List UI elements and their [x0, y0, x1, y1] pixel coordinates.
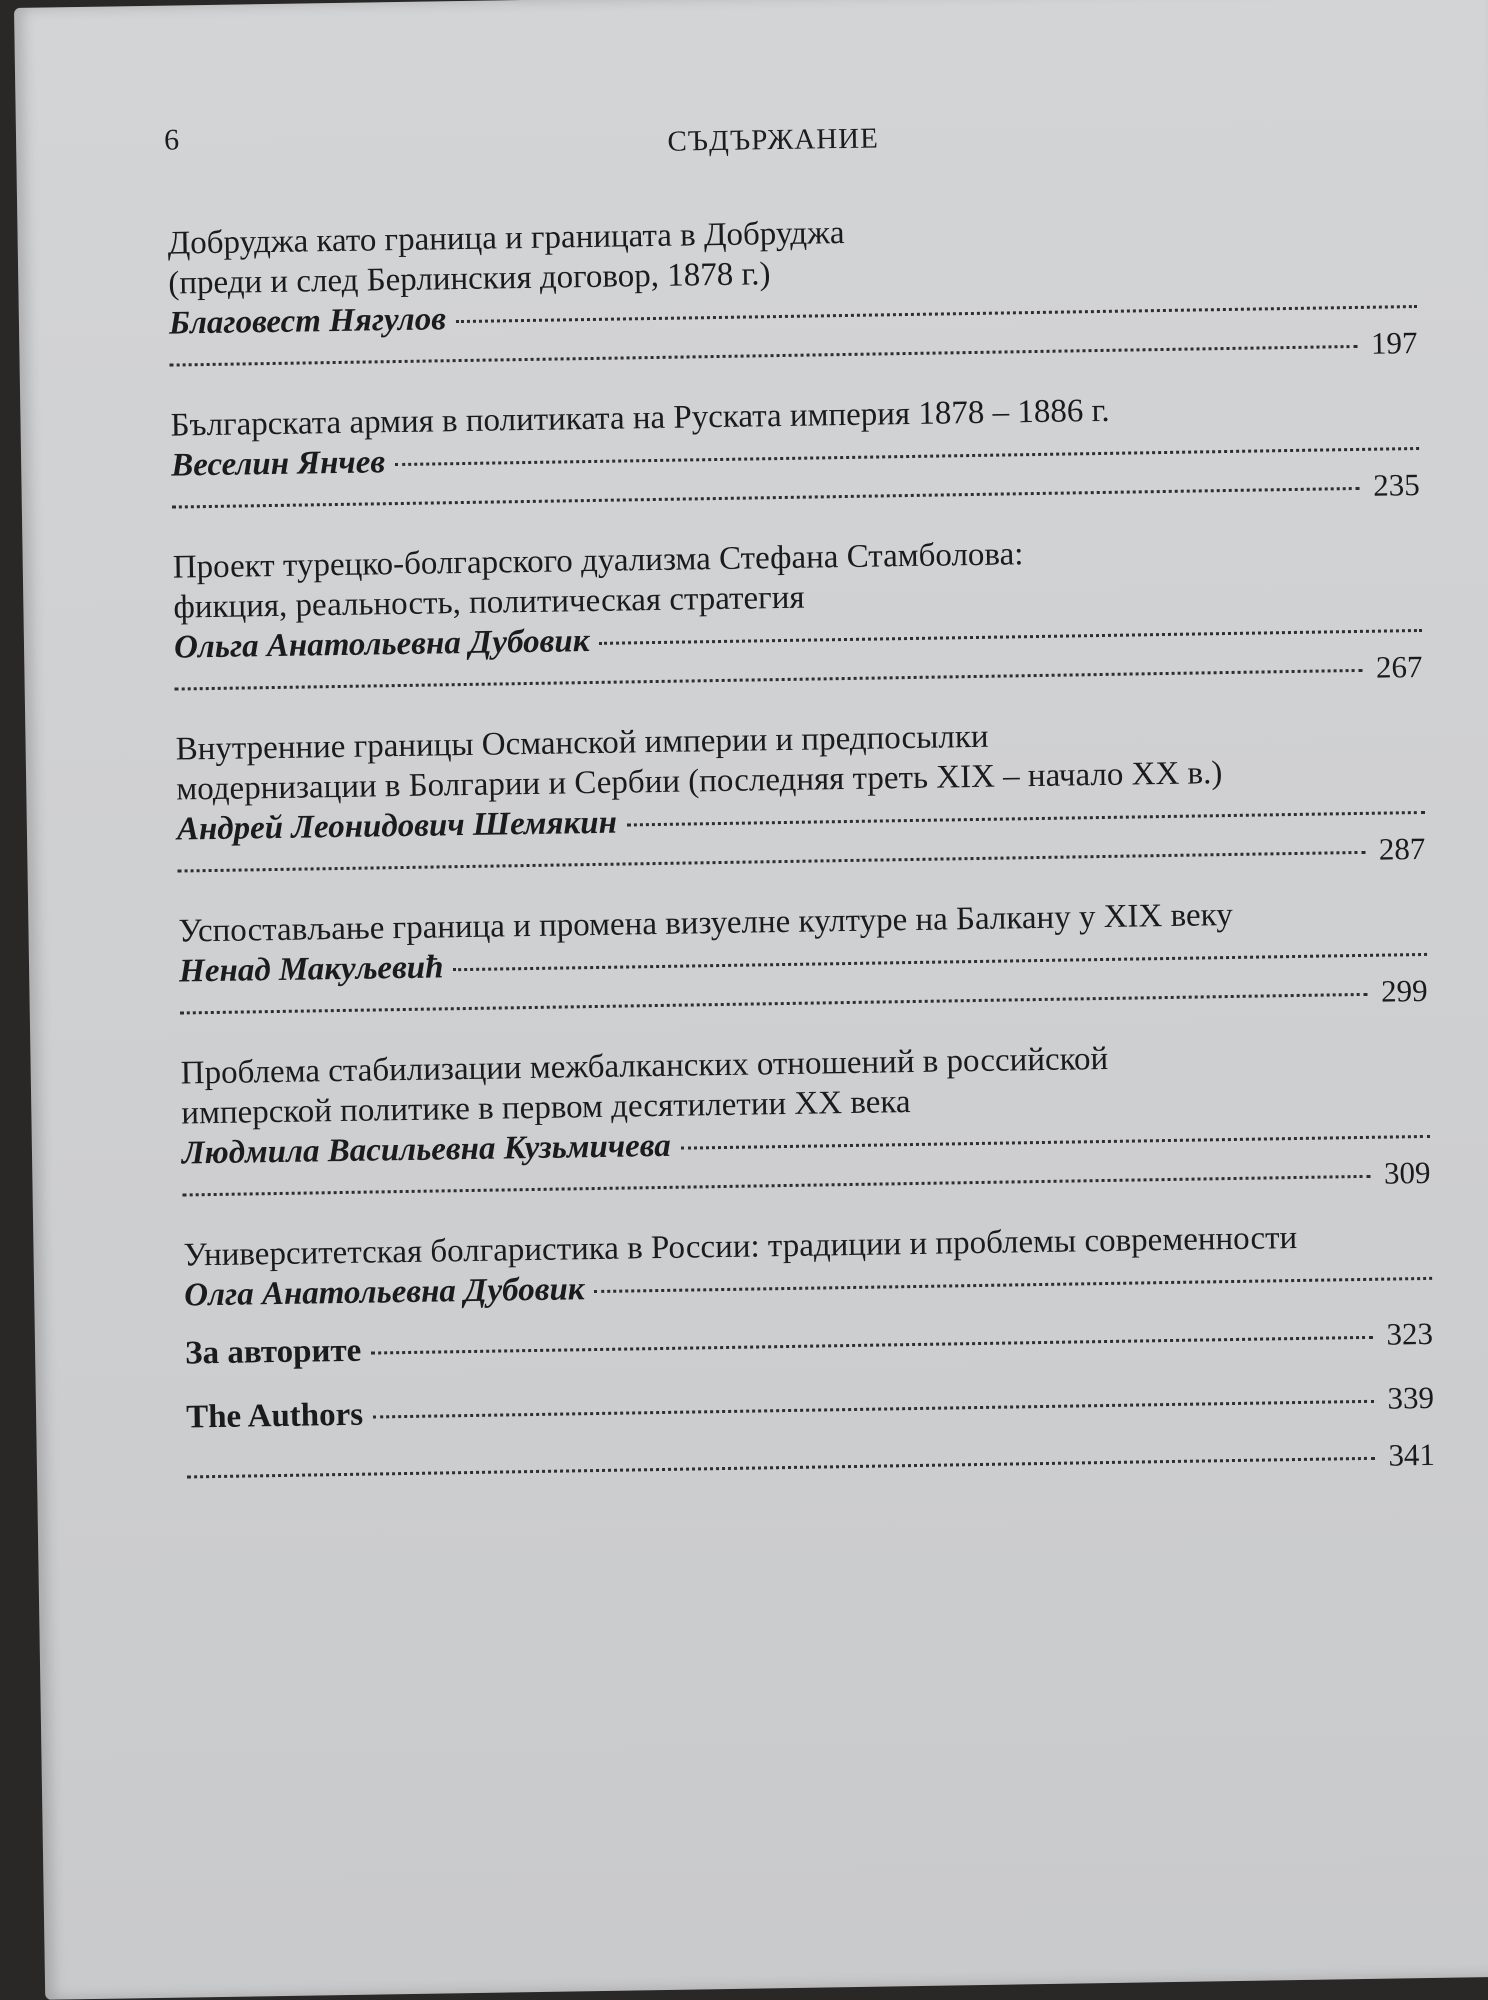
dot-leader	[170, 345, 1358, 367]
entry-page-number: 299	[1380, 972, 1428, 1009]
entry-title-line: имперской политике в первом десятилетии XX века	[181, 1084, 911, 1132]
toc-entry	[170, 386, 1420, 530]
dot-leader	[175, 669, 1363, 691]
dot-leader	[595, 1277, 1433, 1293]
entry-author: Олга Анатольевна Дубовик	[183, 1271, 585, 1314]
dot-leader	[172, 487, 1360, 509]
entry-page-number: 339	[1387, 1379, 1435, 1416]
entry-author: Людмила Васильевна Кузьмичева	[181, 1127, 672, 1172]
dot-leader	[187, 1457, 1375, 1479]
toc-entry	[175, 710, 1425, 894]
dot-leader	[183, 1175, 1371, 1197]
page-number: 6	[163, 123, 180, 157]
entry-page-number: 197	[1370, 324, 1418, 361]
table-of-contents	[167, 204, 1435, 1499]
dot-leader	[599, 629, 1422, 645]
entry-page-number: 323	[1386, 1315, 1434, 1352]
toc-entry	[178, 892, 1428, 1036]
toc-entry	[172, 528, 1422, 712]
dot-leader	[180, 993, 1368, 1015]
entry-page-number: 287	[1378, 830, 1426, 867]
entry-title-line: Университетская болгаристика в России: традиции и проблемы современности	[183, 1219, 1298, 1274]
entry-author: Благовест Нягулов	[168, 301, 447, 342]
dot-leader	[453, 953, 1427, 971]
dot-leader	[627, 811, 1425, 827]
entry-title-line: Проект турецко-болгарского дуализма Стефана Стамболова:	[172, 536, 1024, 586]
toc-entry	[180, 1034, 1430, 1218]
dot-leader	[681, 1135, 1430, 1150]
entry-title-line: Успостављање граница и промена визуелне културе на Балкану у XIX веку	[178, 896, 1233, 950]
entry-title-line: Българската армия в политиката на Руската империя 1878 – 1886 г.	[170, 392, 1110, 444]
running-title: СЪДЪРЖАНИЕ	[667, 122, 880, 158]
dot-leader	[373, 1400, 1374, 1419]
entry-title-line: Внутренние границы Османской империи и предпосылки	[175, 718, 989, 768]
entry-title: За авторите	[184, 1332, 362, 1372]
entry-author: Веселин Янчев	[170, 444, 386, 484]
entry-author: Андрей Леонидович Шемякин	[176, 804, 618, 848]
toc-entry-the-authors	[186, 1378, 1434, 1438]
entry-page-number: 267	[1375, 648, 1423, 685]
entry-page-number: 341	[1388, 1436, 1436, 1473]
book-page	[14, 0, 1488, 2000]
dot-leader	[371, 1336, 1373, 1355]
entry-author: Ольга Анатольевна Дубовик	[173, 623, 590, 666]
dot-leader	[395, 447, 1419, 466]
entry-page-number: 235	[1372, 466, 1420, 503]
toc-entry	[183, 1216, 1432, 1316]
entry-author: Ненад Макуљевић	[178, 949, 444, 990]
dot-leader	[456, 305, 1417, 323]
toc-entry-about-authors	[185, 1314, 1433, 1374]
page-ref-row	[187, 1436, 1436, 1500]
entry-page-number: 309	[1383, 1154, 1431, 1191]
entry-title-line: модернизации в Болгарии и Сербии (последняя треть XIX – начало XX в.)	[176, 755, 1223, 808]
dot-leader	[178, 851, 1366, 873]
entry-title-line: фикция, реальность, политическая стратегия	[173, 579, 805, 626]
entry-title-line: Добруджа като граница и границата в Добруджа	[167, 214, 845, 262]
entry-title: The Authors	[185, 1396, 364, 1436]
entry-title-line: Проблема стабилизации межбалканских отношений в российской	[180, 1040, 1109, 1092]
entry-title-line: (преди и след Берлинския договор, 1878 г.)	[168, 256, 771, 302]
toc-entry	[167, 204, 1417, 388]
